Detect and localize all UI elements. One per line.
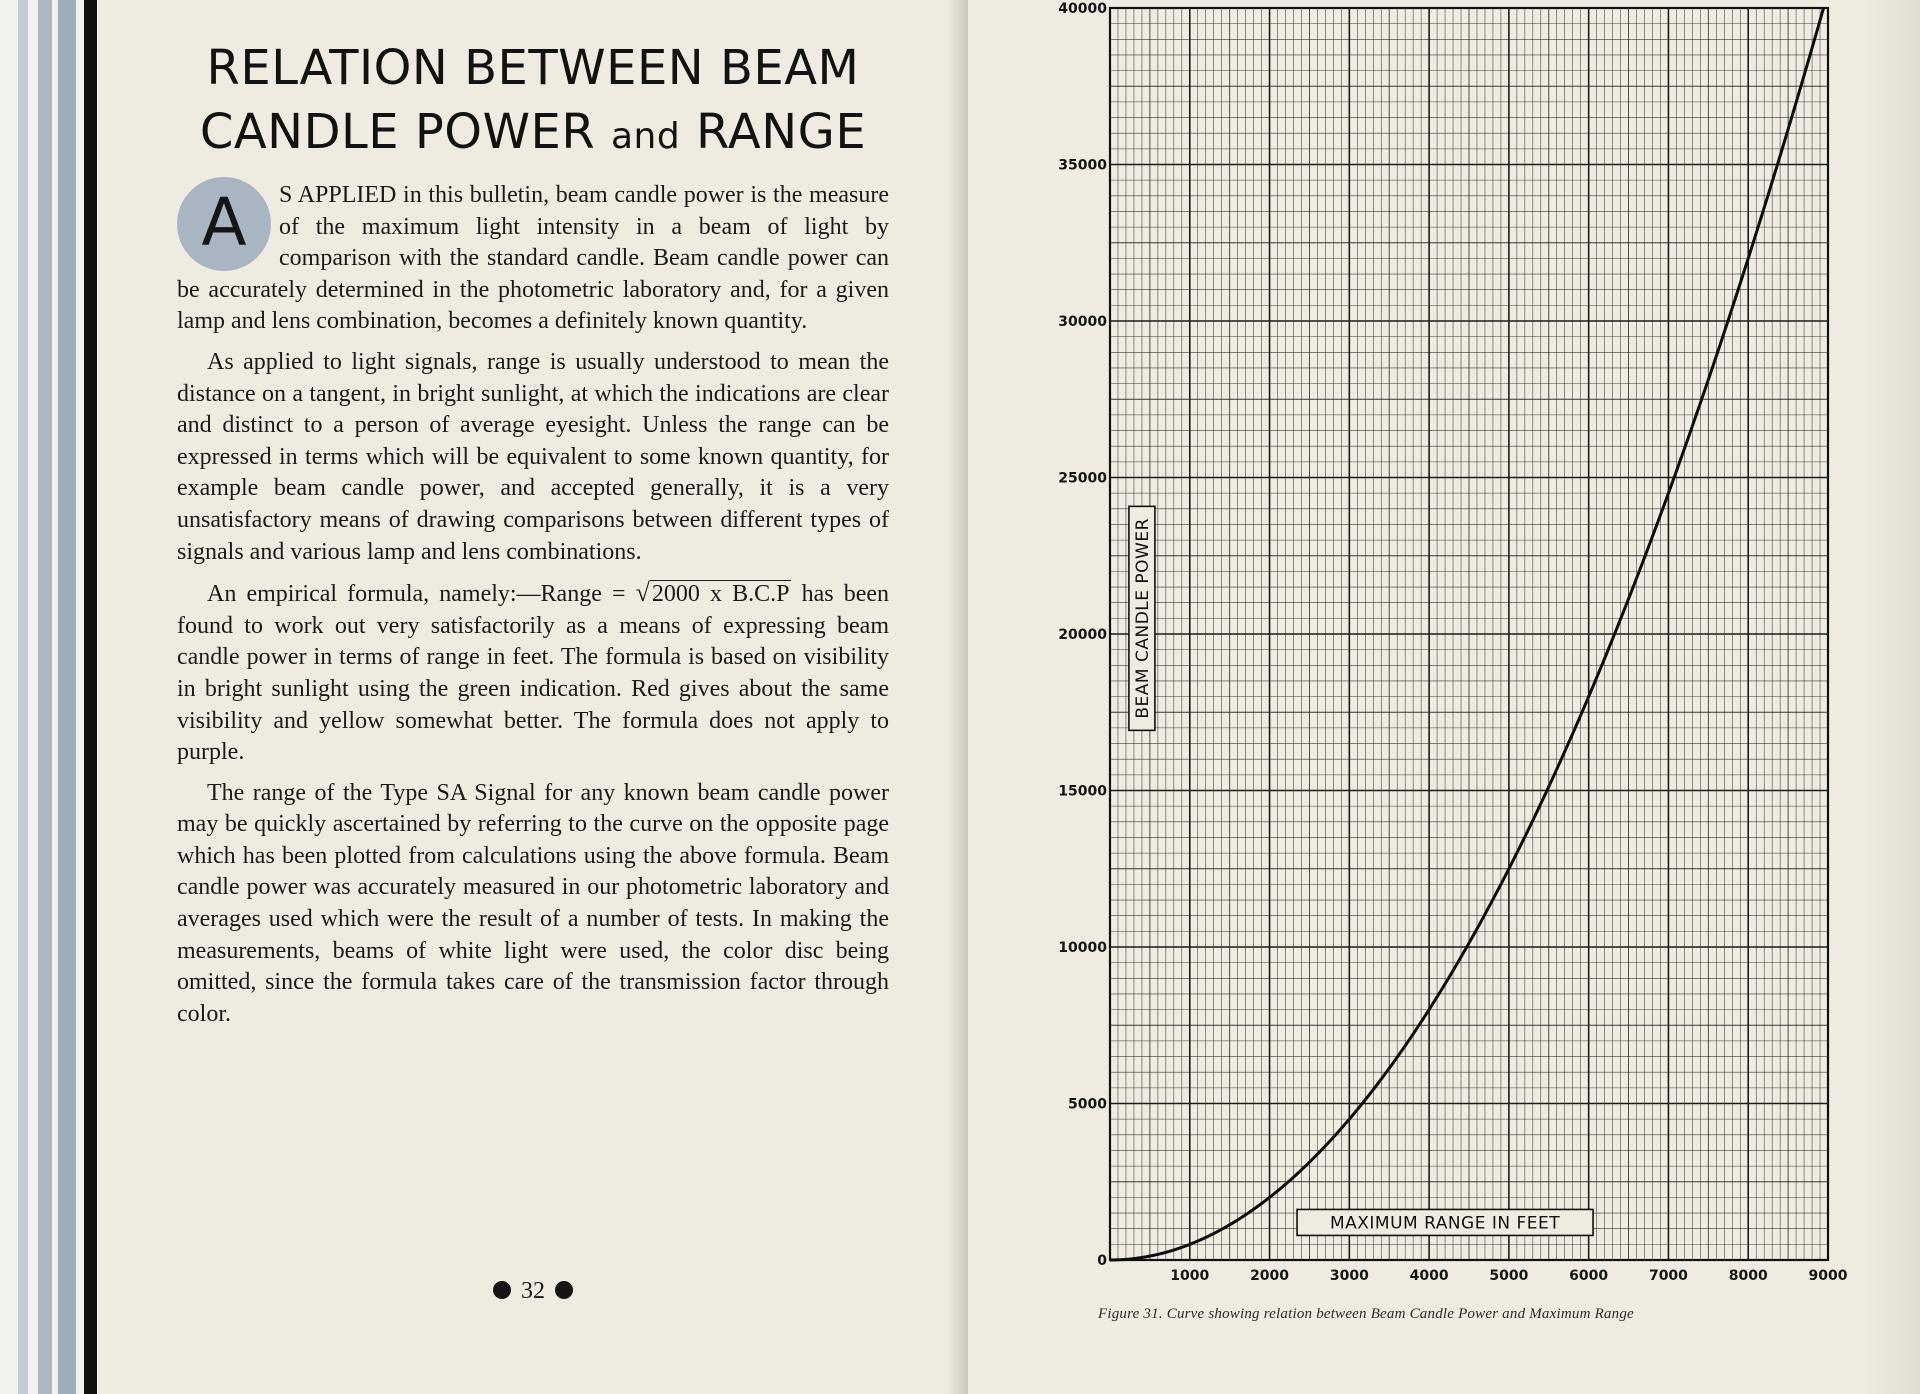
x-tick-label: 2000 <box>1250 1268 1290 1284</box>
y-tick-label: 35000 <box>1058 157 1107 174</box>
y-tick-label: 15000 <box>1058 783 1107 800</box>
left-page <box>98 0 968 1394</box>
data-point <box>1548 786 1550 788</box>
stripe-black <box>84 0 97 1394</box>
x-tick-label: 4000 <box>1409 1268 1449 1284</box>
title-and: and <box>611 116 681 157</box>
y-tick-label: 20000 <box>1058 627 1107 643</box>
stripe <box>38 0 52 1394</box>
bullet-icon <box>493 1281 511 1299</box>
data-point <box>1628 598 1630 600</box>
title-line-2 <box>98 100 968 169</box>
title-line-1: RELATION BETWEEN BEAM <box>206 40 860 96</box>
paragraph-4: The range of the Type SA Signal for any known beam candle power may be quickly ascertained by referring to the curve on the opposite page which has been plotted from calculations using the above formula. Beam candle power was accurately measured in our photometric laboratory and averages used which were the result of a number of tests. In making the measurements, beams of white light were used, the color disc being omitted, since the formula takes care of the transmission factor through color. <box>177 779 889 1027</box>
x-tick-label: 3000 <box>1329 1268 1369 1284</box>
formula-intro: An empirical formula, namely:—Range = <box>207 581 626 608</box>
range-chart <box>968 0 1920 1300</box>
x-axis-label: MAXIMUM RANGE IN FEET <box>1329 1213 1561 1234</box>
stripe <box>58 0 76 1394</box>
data-point <box>1269 1197 1271 1199</box>
paragraph-1-text: S APPLIED in this bulletin, beam candle power is the measure of the maximum light intensity in a beam of light by comparison with the standard candle. Beam candle power can be accurately determined in the photometric laboratory and, for a given lamp and lens combination, becomes a definitely known quantity. <box>177 182 889 335</box>
x-tick-label: 8000 <box>1728 1268 1768 1284</box>
sqrt-symbol: √ <box>635 578 650 608</box>
spine-stripes <box>0 0 98 1394</box>
data-point <box>1428 1009 1430 1011</box>
data-point <box>1109 1259 1111 1261</box>
y-axis-label-group <box>1129 506 1155 730</box>
y-tick-label: 40000 <box>1058 1 1107 17</box>
page-edge-shadow <box>1860 0 1920 1394</box>
figure-number: Figure 31. <box>1098 1306 1163 1322</box>
y-tick-label: 0 <box>1097 1253 1107 1269</box>
y-tick-label: 25000 <box>1058 470 1107 487</box>
y-tick-label: 10000 <box>1058 940 1107 956</box>
title-range: RANGE <box>696 104 867 160</box>
data-point <box>1668 492 1670 494</box>
data-point <box>1309 1161 1311 1163</box>
paragraph-2: As applied to light signals, range is usually understood to mean the distance on a tangent, in bright sunlight, at which the indications are clear and distinct to a person of average eyesight. Unless the range can be expressed in terms which will be equivalent to some known quantity, for example beam candle power, and accepted generally, it is a very unsatisfactory means of drawing comparisons between different types of signals and various lamp and lens combinations. <box>177 348 889 565</box>
data-point <box>1388 1067 1390 1069</box>
data-point <box>1823 7 1825 9</box>
x-tick-label: 7000 <box>1648 1268 1688 1284</box>
formula-radicand: 2000 x B.C.P <box>651 581 790 608</box>
chart-grid <box>1110 8 1828 1260</box>
data-point <box>1588 696 1590 698</box>
right-page <box>968 0 1920 1394</box>
y-axis-label: BEAM CANDLE POWER <box>1132 518 1153 719</box>
paragraph-3 <box>177 577 889 769</box>
figure-caption <box>1098 1306 1878 1323</box>
data-point <box>1708 379 1710 381</box>
paragraph-1 <box>177 180 889 338</box>
x-tick-label: 5000 <box>1489 1268 1529 1284</box>
bullet-icon <box>555 1281 573 1299</box>
data-point <box>1229 1224 1231 1226</box>
page-number-footer <box>98 1276 968 1306</box>
y-tick-label: 30000 <box>1058 314 1107 330</box>
data-point <box>1349 1118 1351 1120</box>
stripe <box>18 0 28 1394</box>
title-candle-power: CANDLE POWER <box>199 104 596 160</box>
data-point <box>1747 258 1749 260</box>
body-text <box>177 180 889 1039</box>
figure-caption-text: Curve showing relation between Beam Candle Power and Maximum Range <box>1166 1306 1634 1322</box>
page-number: 32 <box>521 1278 545 1304</box>
data-point <box>1468 942 1470 944</box>
x-tick-label: 1000 <box>1170 1268 1210 1284</box>
page-title <box>98 36 968 169</box>
data-point <box>1508 868 1510 870</box>
drop-cap-letter: A <box>201 184 247 261</box>
y-tick-label: 5000 <box>1068 1096 1107 1113</box>
x-tick-label: 6000 <box>1569 1268 1609 1284</box>
data-point <box>1787 128 1789 130</box>
data-point <box>1149 1255 1151 1257</box>
x-tick-label: 9000 <box>1808 1268 1848 1284</box>
drop-cap <box>177 177 271 271</box>
paragraph-3-text: has been found to work out very satisfactorily as a means of expressing beam candle power in terms of range in feet. The formula is based on visibility in bright sunlight using the green indication. Red gives about the same visibility and yellow somewhat better. The formula does not apply to purple. <box>177 581 889 766</box>
data-point <box>1189 1244 1191 1246</box>
